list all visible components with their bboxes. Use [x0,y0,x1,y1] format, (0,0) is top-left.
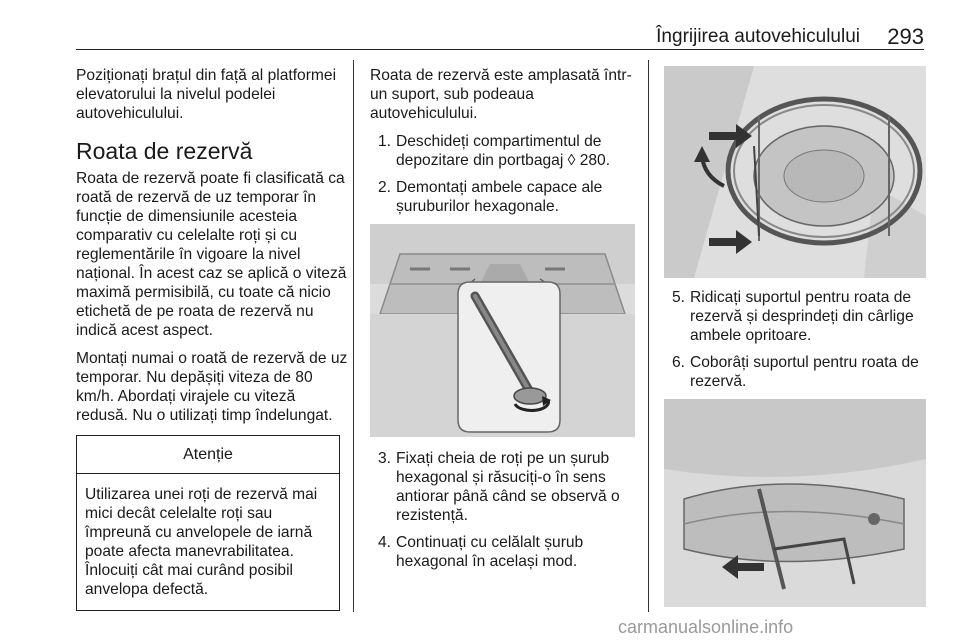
spare-wheel-paragraph: Roata de rezervă poate fi clasificată ca roată de rezervă de uz temporar în funcție de dimensiunile acesteia comparativ cu celelalte roți și cu reglementările în vigoare la nivel național. În acest caz se aplică o viteză maximă permisibilă, cu toate că nicio etichetă de pe roata de rezervă nu indică acest aspect. [76,170,347,339]
step-4 [370,533,638,571]
column-divider-1 [353,60,354,612]
step-text: Ridicați suportul pentru roata de rezervă și desprindeți din cârlige ambele opritoare. [690,289,914,344]
intro-paragraph: Poziționați brațul din față al platformei elevatorului la nivelul podelei autovehiculului. [76,67,337,122]
wrench-on-bolt-illustration [370,224,635,437]
step-number: 1. [378,133,392,150]
step-number: 2. [378,179,392,196]
step-6 [664,353,926,391]
watermark: carmanualsonline.info [618,617,794,637]
step-number: 5. [672,289,686,306]
lower-carrier-illustration [664,399,926,607]
header-divider [76,49,924,50]
step-2 [370,178,638,216]
column-1 [76,66,348,611]
step-3 [370,449,638,525]
warning-box [76,435,340,611]
warning-text: Utilizarea unei roți de rezervă mai mici decât celelalte roți sau împreună cu anvelopele de iarnă poate afecta manevrabilitatea. Înlocuiți cât mai curând posibil anvelopa defectă. [85,486,318,598]
page-number: 293 [887,24,924,49]
step-number: 3. [378,450,392,467]
step-text: Continuați cu celălalt șurub hexagonal în același mod. [396,534,584,570]
step-number: 4. [378,534,392,551]
column-3 [664,66,926,607]
column-divider-2 [648,60,649,612]
section-heading: Roata de rezervă [76,138,253,164]
temporary-use-paragraph: Montați numai o roată de rezervă de uz temporar. Nu depășiți viteza de 80 km/h. Abordați virajele cu viteză redusă. Nu o utilizați timp îndelungat. [76,350,348,424]
step-text: Deschideți compartimentul de depozitare din portbagaj ◊ 280. [396,133,611,169]
step-text: Demontați ambele capace ale șuruburilor hexagonale. [396,179,603,215]
location-paragraph: Roata de rezervă este amplasată într-un suport, sub podeaua autovehiculului. [370,67,632,122]
step-1 [370,132,638,170]
step-5 [664,288,926,345]
step-text: Fixați cheia de roți pe un șurub hexagonal și răsuciți-o în sens antiorar până când se observă o rezistență. [396,450,620,524]
step-text: Coborâți suportul pentru roata de rezervă. [690,354,919,390]
column-2 [370,66,638,579]
spare-wheel-carrier-illustration [664,66,926,278]
warning-title: Atenție [77,436,339,474]
step-number: 6. [672,354,686,371]
section-title: Îngrijirea autovehiculului [656,26,860,47]
